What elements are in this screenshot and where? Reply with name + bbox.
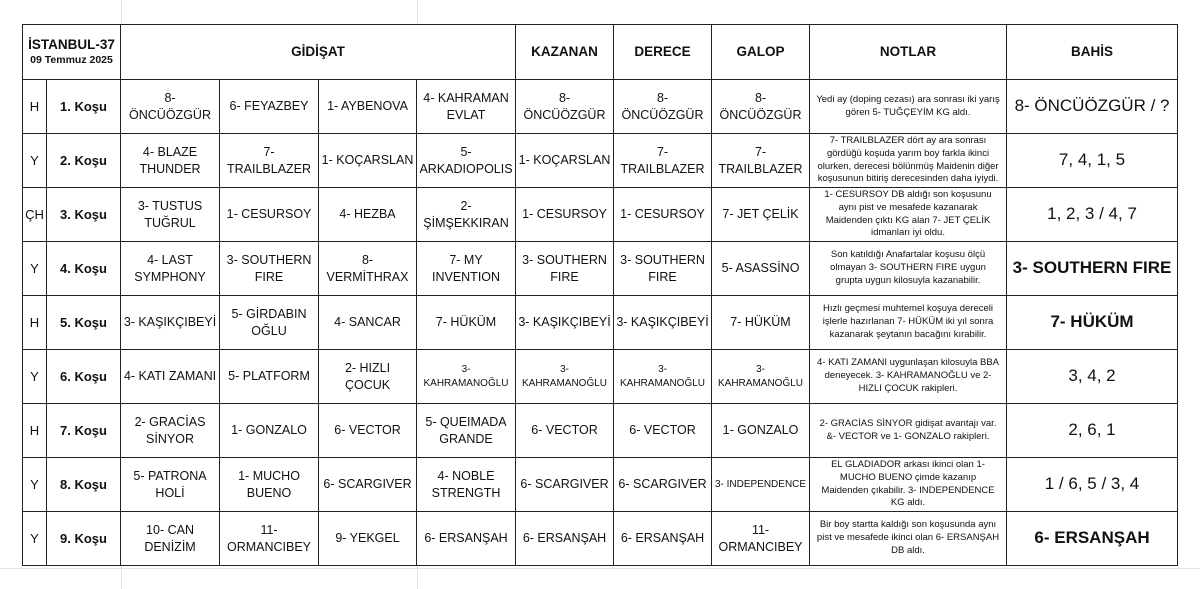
race-code-cell: Y xyxy=(23,242,47,296)
gidisat-cell: 4- KAHRAMAN EVLAT xyxy=(417,80,516,134)
race-date: 09 Temmuz 2025 xyxy=(30,54,113,66)
gidisat-cell: 2- HIZLI ÇOCUK xyxy=(319,350,417,404)
derece-cell: 3- KAŞIKÇIBEYİ xyxy=(614,296,712,350)
race-number-cell: 7. Koşu xyxy=(47,404,121,458)
kazanan-cell: 6- SCARGIVER xyxy=(516,458,614,512)
gidisat-cell: 6- FEYAZBEY xyxy=(220,80,319,134)
gidisat-cell: 5- QUEIMADA GRANDE xyxy=(417,404,516,458)
gidisat-cell: 5- GİRDABIN OĞLU xyxy=(220,296,319,350)
race-code-cell: H xyxy=(23,404,47,458)
note-cell: 1- CESURSOY DB aldığı son koşusunu aynı pist ve mesafede kazanarak Maidenden çıktı KG alan 7- JET ÇELİK idmanları iyi oldu. xyxy=(810,188,1007,242)
race-program-table xyxy=(22,24,1178,566)
bet-cell: 1, 2, 3 / 4, 7 xyxy=(1007,188,1178,242)
sheet-gridline xyxy=(0,568,1200,569)
gidisat-cell: 4- KATI ZAMANI xyxy=(121,350,220,404)
note-cell: 4- KATI ZAMANI uygunlaşan kilosuyla BBA deneyecek. 3- KAHRAMANOĞLU ve 2- HIZLI ÇOCUK rakipleri. xyxy=(810,350,1007,404)
derece-cell: 3- SOUTHERN FIRE xyxy=(614,242,712,296)
gidisat-cell: 4- SANCAR xyxy=(319,296,417,350)
header-gidisat: GİDİŞAT xyxy=(121,25,516,80)
gidisat-cell: 5- PLATFORM xyxy=(220,350,319,404)
header-galop: GALOP xyxy=(712,25,810,80)
note-cell: Hızlı geçmesi muhtemel koşuya dereceli işlerle hazırlanan 7- HÜKÜM iki yıl sonra kazanarak şeytanın bacağını kırabilir. xyxy=(810,296,1007,350)
kazanan-cell: 3- KAŞIKÇIBEYİ xyxy=(516,296,614,350)
gidisat-cell: 6- SCARGIVER xyxy=(319,458,417,512)
bet-cell: 2, 6, 1 xyxy=(1007,404,1178,458)
bet-cell: 6- ERSANŞAH xyxy=(1007,512,1178,566)
header-notlar: NOTLAR xyxy=(810,25,1007,80)
bet-cell: 1 / 6, 5 / 3, 4 xyxy=(1007,458,1178,512)
kazanan-cell: 1- CESURSOY xyxy=(516,188,614,242)
galop-cell: 1- GONZALO xyxy=(712,404,810,458)
galop-cell: 3- INDEPENDENCE xyxy=(712,458,810,512)
kazanan-cell: 6- ERSANŞAH xyxy=(516,512,614,566)
gidisat-cell: 5- ARKADIOPOLIS xyxy=(417,134,516,188)
gidisat-cell: 4- BLAZE THUNDER xyxy=(121,134,220,188)
gidisat-cell: 1- MUCHO BUENO xyxy=(220,458,319,512)
race-code-cell: H xyxy=(23,80,47,134)
derece-cell: 6- VECTOR xyxy=(614,404,712,458)
bet-cell: 7, 4, 1, 5 xyxy=(1007,134,1178,188)
gidisat-cell: 3- TUSTUS TUĞRUL xyxy=(121,188,220,242)
race-code-cell: H xyxy=(23,296,47,350)
galop-cell: 7- JET ÇELİK xyxy=(712,188,810,242)
galop-cell: 5- ASASSİNO xyxy=(712,242,810,296)
table-row xyxy=(23,458,1178,512)
gidisat-cell: 7- HÜKÜM xyxy=(417,296,516,350)
galop-cell: 11- ORMANCIBEY xyxy=(712,512,810,566)
race-code-cell: Y xyxy=(23,350,47,404)
derece-cell: 1- CESURSOY xyxy=(614,188,712,242)
gidisat-cell: 6- VECTOR xyxy=(319,404,417,458)
gidisat-cell: 5- PATRONA HOLİ xyxy=(121,458,220,512)
note-cell: Bir boy startta kaldığı son koşusunda aynı pist ve mesafede ikinci olan 6- ERSANŞAH DB aldı. xyxy=(810,512,1007,566)
note-cell: EL GLADIADOR arkası ikinci olan 1- MUCHO BUENO çimde kazanıp Maidenden çıkabilir. 3- INDEPENDENCE KG aldı. xyxy=(810,458,1007,512)
header-derece: DERECE xyxy=(614,25,712,80)
header-bahis: BAHİS xyxy=(1007,25,1178,80)
bet-cell: 3- SOUTHERN FIRE xyxy=(1007,242,1178,296)
bet-cell: 7- HÜKÜM xyxy=(1007,296,1178,350)
table-row xyxy=(23,242,1178,296)
track-title: İSTANBUL-37 xyxy=(28,36,115,52)
kazanan-cell: 1- KOÇARSLAN xyxy=(516,134,614,188)
gidisat-cell: 10- CAN DENİZİM xyxy=(121,512,220,566)
header-row xyxy=(23,25,1178,80)
derece-cell: 6- ERSANŞAH xyxy=(614,512,712,566)
race-code-cell: Y xyxy=(23,134,47,188)
race-number-cell: 3. Koşu xyxy=(47,188,121,242)
gidisat-cell: 6- ERSANŞAH xyxy=(417,512,516,566)
gidisat-cell: 2- ŞİMŞEKKIRAN xyxy=(417,188,516,242)
derece-cell: 6- SCARGIVER xyxy=(614,458,712,512)
derece-cell: 3- KAHRAMANOĞLU xyxy=(614,350,712,404)
gidisat-cell: 1- KOÇARSLAN xyxy=(319,134,417,188)
note-cell: Yedi ay (doping cezası) ara sonrası iki yarış gören 5- TUĞÇEYİM KG aldı. xyxy=(810,80,1007,134)
race-number-cell: 8. Koşu xyxy=(47,458,121,512)
gidisat-cell: 8- VERMİTHRAX xyxy=(319,242,417,296)
race-code-cell: Y xyxy=(23,512,47,566)
race-code-cell: Y xyxy=(23,458,47,512)
galop-cell: 8- ÖNCÜÖZGÜR xyxy=(712,80,810,134)
kazanan-cell: 3- SOUTHERN FIRE xyxy=(516,242,614,296)
gidisat-cell: 3- SOUTHERN FIRE xyxy=(220,242,319,296)
race-number-cell: 1. Koşu xyxy=(47,80,121,134)
galop-cell: 7- TRAILBLAZER xyxy=(712,134,810,188)
galop-cell: 7- HÜKÜM xyxy=(712,296,810,350)
gidisat-cell: 11- ORMANCIBEY xyxy=(220,512,319,566)
race-number-cell: 9. Koşu xyxy=(47,512,121,566)
race-number-cell: 6. Koşu xyxy=(47,350,121,404)
race-number-cell: 5. Koşu xyxy=(47,296,121,350)
gidisat-cell: 4- NOBLE STRENGTH xyxy=(417,458,516,512)
gidisat-cell: 3- KAŞIKÇIBEYİ xyxy=(121,296,220,350)
table-row xyxy=(23,296,1178,350)
gidisat-cell: 1- AYBENOVA xyxy=(319,80,417,134)
gidisat-cell: 3- KAHRAMANOĞLU xyxy=(417,350,516,404)
header-track-cell xyxy=(23,25,121,80)
gidisat-cell: 4- LAST SYMPHONY xyxy=(121,242,220,296)
note-cell: 7- TRAILBLAZER dört ay ara sonrası gördüğü koşuda yarım boy farkla ikinci olurken, derecesi bölünmüş Maidenin diğer koşusunun bitiriş derecesinden daha iyiydi. xyxy=(810,134,1007,188)
kazanan-cell: 3- KAHRAMANOĞLU xyxy=(516,350,614,404)
table-row xyxy=(23,350,1178,404)
bet-cell: 3, 4, 2 xyxy=(1007,350,1178,404)
table-row xyxy=(23,188,1178,242)
header-kazanan: KAZANAN xyxy=(516,25,614,80)
note-cell: Son katıldığı Anafartalar koşusu ölçü olmayan 3- SOUTHERN FIRE uygun grupta uygun kilosuyla kazanabilir. xyxy=(810,242,1007,296)
gidisat-cell: 4- HEZBA xyxy=(319,188,417,242)
table-row xyxy=(23,404,1178,458)
table-row xyxy=(23,80,1178,134)
race-code-cell: ÇH xyxy=(23,188,47,242)
table-row xyxy=(23,134,1178,188)
derece-cell: 8- ÖNCÜÖZGÜR xyxy=(614,80,712,134)
gidisat-cell: 9- YEKGEL xyxy=(319,512,417,566)
note-cell: 2- GRACİAS SİNYOR gidişat avantajı var. &- VECTOR ve 1- GONZALO rakipleri. xyxy=(810,404,1007,458)
gidisat-cell: 8- ÖNCÜÖZGÜR xyxy=(121,80,220,134)
race-number-cell: 4. Koşu xyxy=(47,242,121,296)
gidisat-cell: 7- TRAILBLAZER xyxy=(220,134,319,188)
gidisat-cell: 7- MY INVENTION xyxy=(417,242,516,296)
kazanan-cell: 8- ÖNCÜÖZGÜR xyxy=(516,80,614,134)
galop-cell: 3- KAHRAMANOĞLU xyxy=(712,350,810,404)
gidisat-cell: 1- CESURSOY xyxy=(220,188,319,242)
kazanan-cell: 6- VECTOR xyxy=(516,404,614,458)
gidisat-cell: 1- GONZALO xyxy=(220,404,319,458)
bet-cell: 8- ÖNCÜÖZGÜR / ? xyxy=(1007,80,1178,134)
table-row xyxy=(23,512,1178,566)
derece-cell: 7- TRAILBLAZER xyxy=(614,134,712,188)
race-number-cell: 2. Koşu xyxy=(47,134,121,188)
gidisat-cell: 2- GRACİAS SİNYOR xyxy=(121,404,220,458)
